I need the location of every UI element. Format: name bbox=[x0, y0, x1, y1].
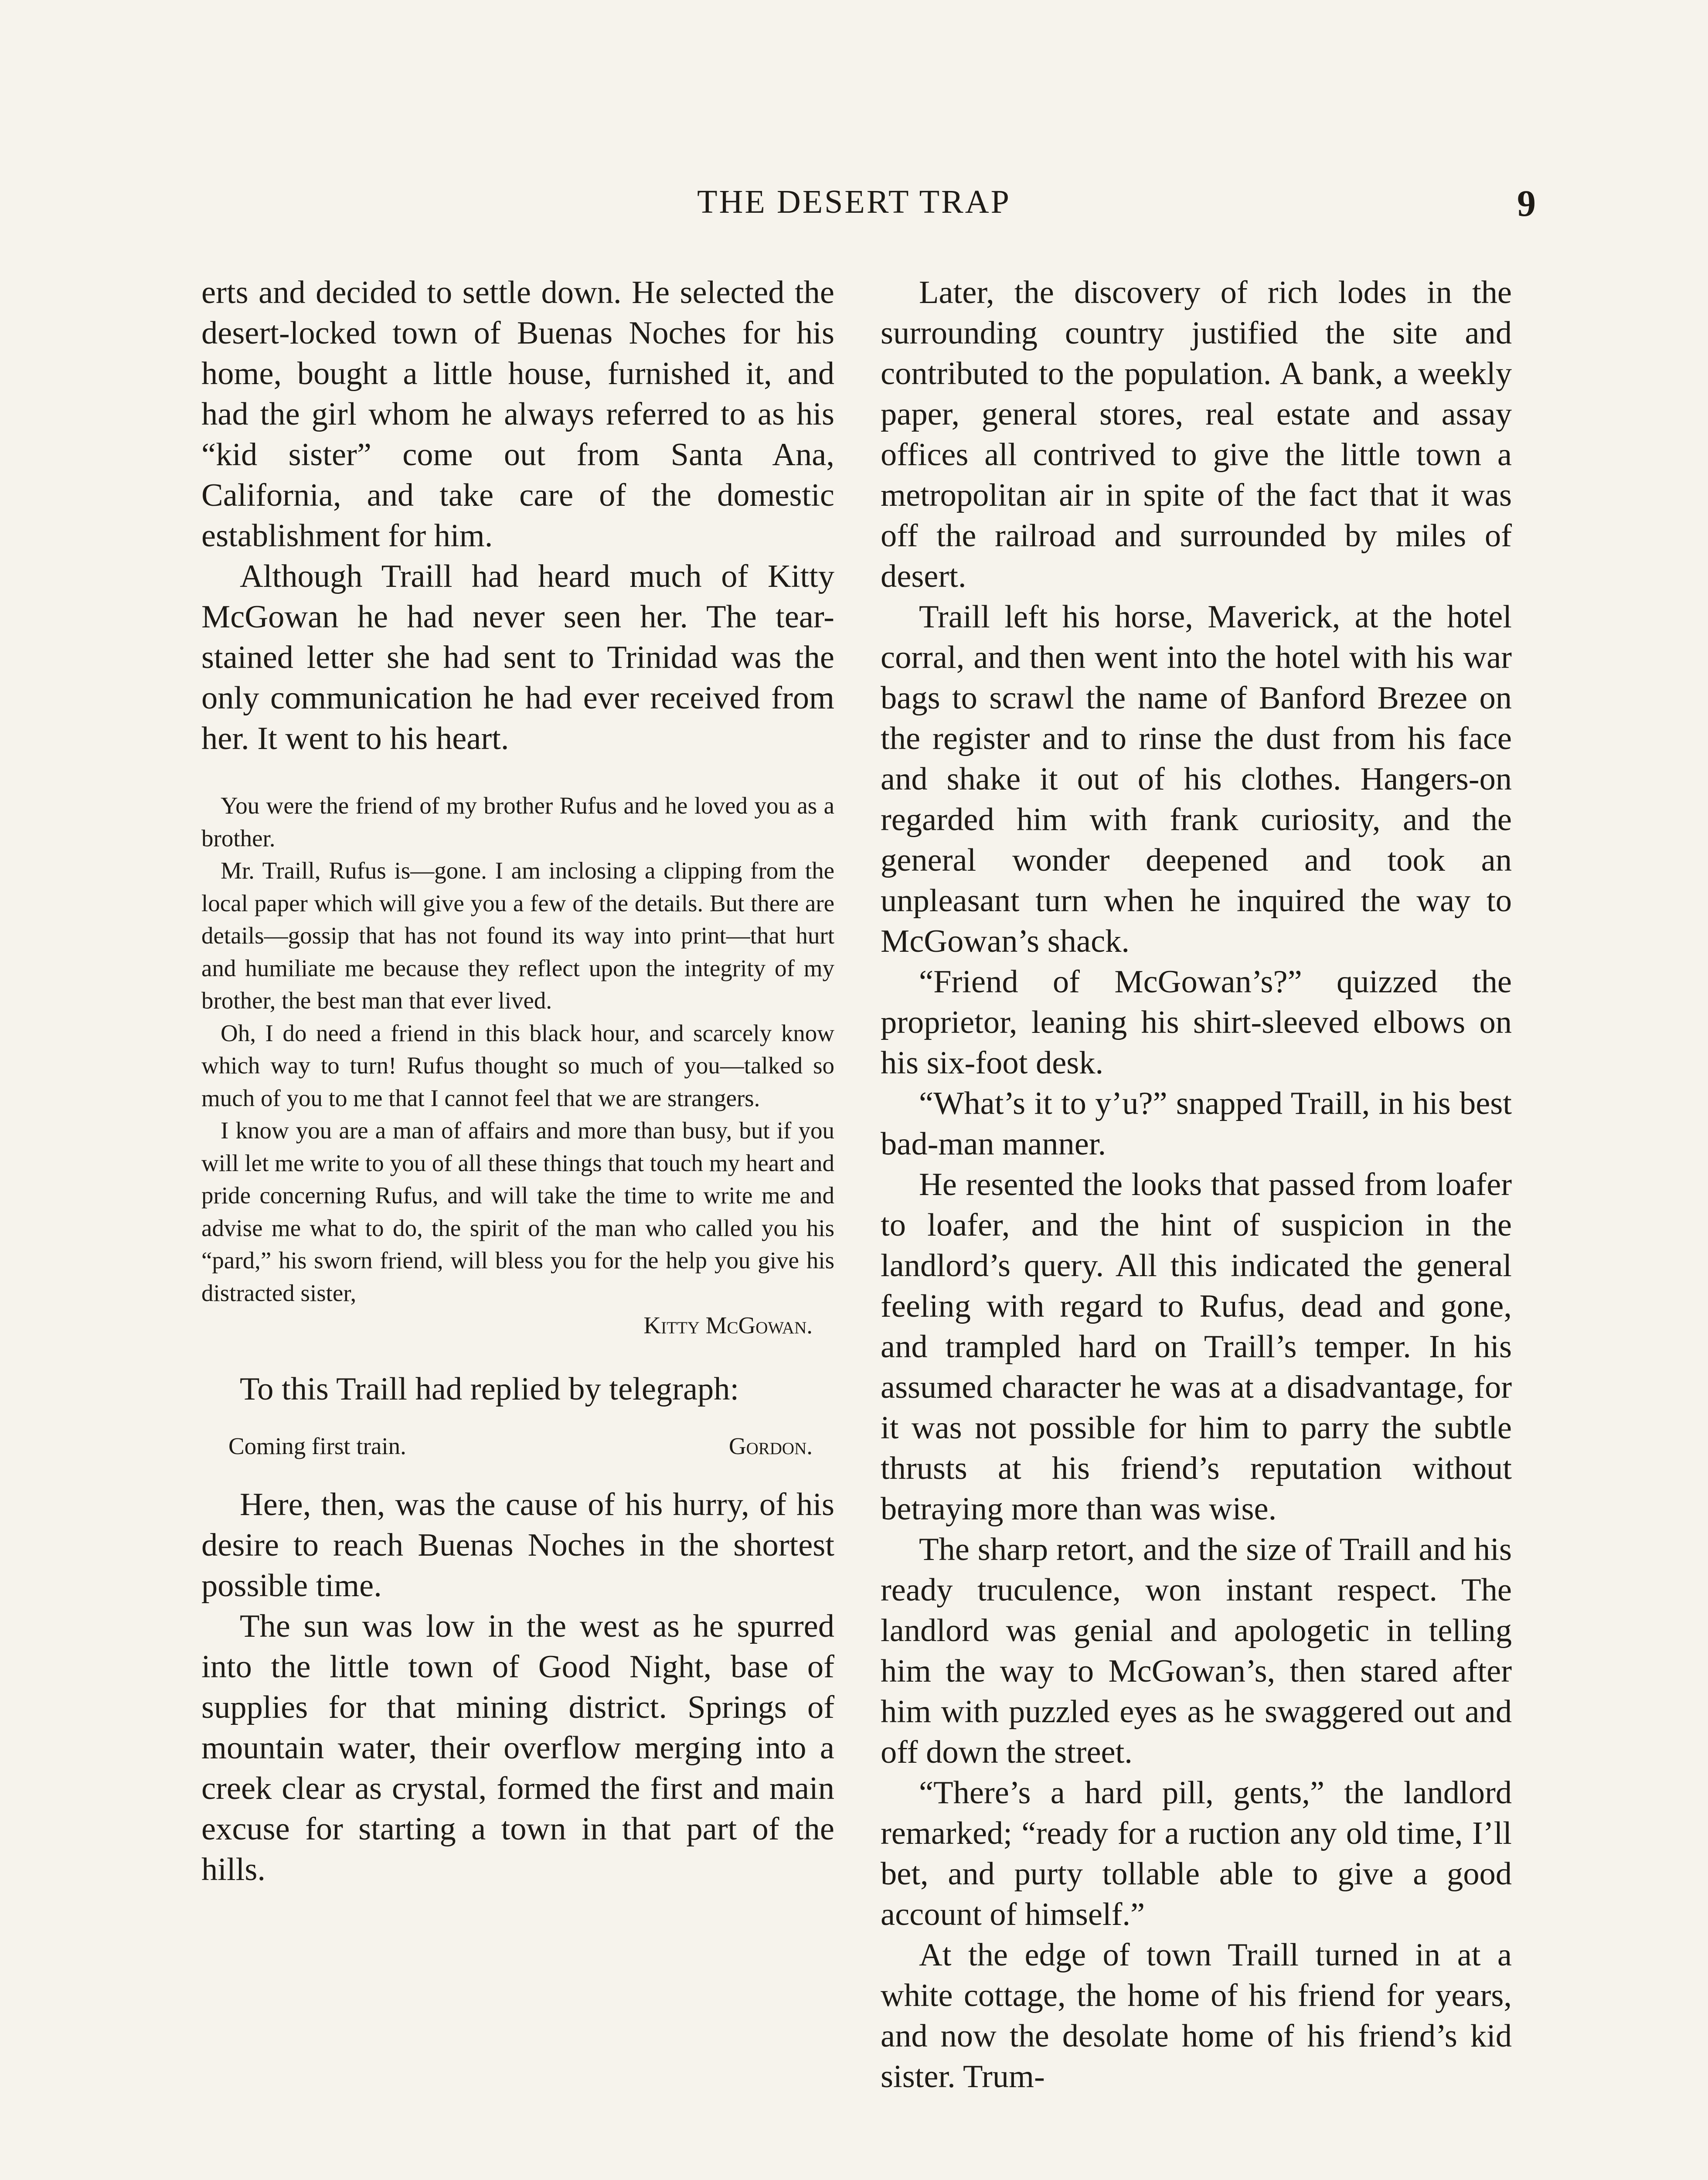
paragraph: “There’s a hard pill, gents,” the landlord remarked; “ready for a ruction any old time, I’ll bet, and purty tollable able to give a good account of himself.” bbox=[881, 1775, 1512, 1932]
telegram-text: Coming first train. bbox=[228, 1432, 406, 1459]
telegram-quote bbox=[201, 1429, 834, 1464]
paragraph: Here, then, was the cause of his hurry, of his desire to reach Buenas Noches in the shortest possible time. bbox=[201, 1486, 834, 1604]
paragraph: Although Traill had heard much of Kitty McGowan he had never seen her. The tear-stained letter she had sent to Trinidad was the only communication he had ever received from her. It went to his heart. bbox=[201, 559, 834, 756]
page-header bbox=[0, 183, 1708, 235]
page-number: 9 bbox=[1517, 182, 1536, 224]
paragraph: To this Traill had replied by telegraph: bbox=[240, 1371, 739, 1407]
letter-paragraph: Mr. Traill, Rufus is—gone. I am inclosing a clipping from the local paper which will give you a few of the details. But there are details—gossip that has not found its way into print—that hurt and humiliate me because they reflect upon the integrity of my brother, the best man that ever lived. bbox=[201, 857, 834, 1014]
paragraph: Traill left his horse, Maverick, at the hotel corral, and then went into the hotel with his war bags to scrawl the name of Banford Brezee on the register and to rinse the dust from his face and shake it out of his clothes. Hangers-on regarded him with frank curiosity, and the general wonder deepened and took an unpleasant turn when he inquired the way to McGowan’s shack. bbox=[881, 599, 1512, 959]
paragraph: “What’s it to y’u?” snapped Traill, in his best bad-man manner. bbox=[881, 1086, 1512, 1162]
left-column bbox=[201, 272, 834, 1890]
paragraph: Later, the discovery of rich lodes in the surrounding country justified the site and contributed to the population. A bank, a weekly paper, general stores, real estate and assay offices all contrived to give the little town a metropolitan air in spite of the fact that it was off the railroad and surrounded by miles of desert. bbox=[881, 275, 1512, 594]
paragraph: The sharp retort, and the size of Traill and his ready truculence, won instant respect. The landlord was genial and apologetic in telling him the way to McGowan’s, then stared after him with puzzled eyes as he swaggered out and off down the street. bbox=[881, 1532, 1512, 1770]
letter-quote bbox=[201, 790, 834, 1342]
telegram-signature: Gordon. bbox=[728, 1432, 813, 1459]
letter-signature: Kitty McGowan. bbox=[643, 1312, 813, 1339]
letter-paragraph: You were the friend of my brother Rufus and he loved you as a brother. bbox=[201, 792, 834, 852]
paragraph: The sun was low in the west as he spurred into the little town of Good Night, base of supplies for that mining district. Springs of mountain water, their overflow merging into a creek clear as crystal, formed the first and main excuse for starting a town in that part of the hills. bbox=[201, 1608, 834, 1887]
paragraph: “Friend of McGowan’s?” quizzed the proprietor, leaning his shirt-sleeved elbows on his six-foot desk. bbox=[881, 964, 1512, 1081]
right-column bbox=[881, 272, 1512, 2097]
running-title: THE DESERT TRAP bbox=[697, 184, 1011, 220]
letter-paragraph: I know you are a man of affairs and more than busy, but if you will let me write to you of all these things that touch my heart and pride concerning Rufus, and will take the time to write me and advise me what to do, the spirit of the man who called you his “pard,” his sworn friend, will bless you for the help you give his distracted sister, bbox=[201, 1117, 834, 1306]
letter-paragraph: Oh, I do need a friend in this black hour, and scarcely know which way to turn! Rufus thought so much of you—talked so much of you to me that I cannot feel that we are strangers. bbox=[201, 1019, 834, 1111]
paragraph: At the edge of town Traill turned in at a white cottage, the home of his friend for years, and now the desolate home of his friend’s kid sister. Trum- bbox=[881, 1937, 1512, 2095]
paragraph: He resented the looks that passed from loafer to loafer, and the hint of suspicion in the landlord’s query. All this indicated the general feeling with regard to Rufus, dead and gone, and trampled hard on Traill’s temper. In his assumed character he was at a disadvantage, for it was not possible for him to parry the subtle thrusts at his friend’s reputation without betraying more than was wise. bbox=[881, 1167, 1512, 1527]
paragraph: erts and decided to settle down. He selected the desert-locked town of Buenas Noches for his home, bought a little house, furnished it, and had the girl whom he always referred to as his “kid sister” come out from Santa Ana, California, and take care of the domestic establishment for him. bbox=[201, 275, 834, 554]
